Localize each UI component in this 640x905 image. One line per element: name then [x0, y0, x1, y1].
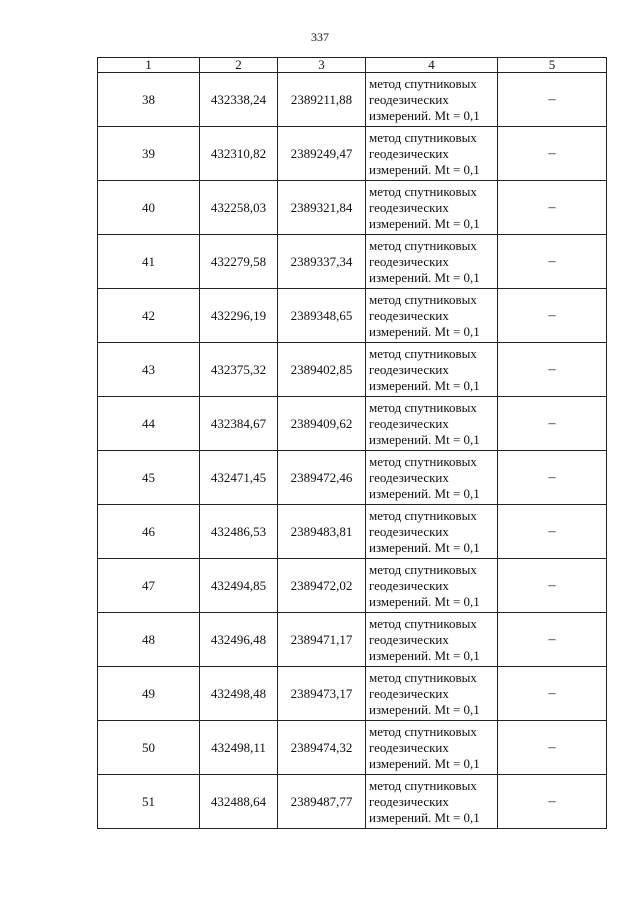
- point-number-cell: 48: [98, 613, 200, 667]
- table-row: [98, 343, 607, 397]
- method-text-line: геодезических: [369, 199, 449, 215]
- table-row: [98, 289, 607, 343]
- y-coordinate-cell: 2389483,81: [278, 505, 366, 559]
- point-number-cell: 38: [98, 73, 200, 127]
- y-coordinate-cell: 2389409,62: [278, 397, 366, 451]
- method-text-line: измерений. Mt = 0,1: [369, 539, 480, 555]
- x-coordinate-cell: 432496,48: [200, 613, 278, 667]
- y-coordinate-cell: 2389402,85: [278, 343, 366, 397]
- point-number-cell: 44: [98, 397, 200, 451]
- empty-value-dash: –: [498, 289, 607, 343]
- header-row: [98, 58, 607, 73]
- point-number-cell: 43: [98, 343, 200, 397]
- empty-value-dash: –: [498, 343, 607, 397]
- header-col-5: 5: [498, 58, 607, 73]
- method-text-line: метод спутниковых: [369, 615, 477, 631]
- method-text-line: метод спутниковых: [369, 561, 477, 577]
- x-coordinate-cell: 432384,67: [200, 397, 278, 451]
- method-cell: [366, 721, 498, 775]
- point-number-cell: 50: [98, 721, 200, 775]
- method-text-line: метод спутниковых: [369, 345, 477, 361]
- point-number-cell: 49: [98, 667, 200, 721]
- method-cell: [366, 775, 498, 829]
- empty-value-dash: –: [498, 559, 607, 613]
- x-coordinate-cell: 432338,24: [200, 73, 278, 127]
- method-cell: [366, 505, 498, 559]
- header-col-2: 2: [200, 58, 278, 73]
- y-coordinate-cell: 2389348,65: [278, 289, 366, 343]
- method-text-line: метод спутниковых: [369, 237, 477, 253]
- y-coordinate-cell: 2389337,34: [278, 235, 366, 289]
- table-row: [98, 559, 607, 613]
- x-coordinate-cell: 432486,53: [200, 505, 278, 559]
- empty-value-dash: –: [498, 235, 607, 289]
- empty-value-dash: –: [498, 505, 607, 559]
- point-number-cell: 40: [98, 181, 200, 235]
- method-text-line: измерений. Mt = 0,1: [369, 215, 480, 231]
- method-cell: [366, 397, 498, 451]
- empty-value-dash: –: [498, 73, 607, 127]
- y-coordinate-cell: 2389473,17: [278, 667, 366, 721]
- empty-value-dash: –: [498, 667, 607, 721]
- point-number-cell: 51: [98, 775, 200, 829]
- x-coordinate-cell: 432498,48: [200, 667, 278, 721]
- method-cell: [366, 289, 498, 343]
- method-text-line: геодезических: [369, 415, 449, 431]
- method-text-line: метод спутниковых: [369, 183, 477, 199]
- method-text-line: метод спутниковых: [369, 453, 477, 469]
- table-row: [98, 235, 607, 289]
- y-coordinate-cell: 2389471,17: [278, 613, 366, 667]
- y-coordinate-cell: 2389487,77: [278, 775, 366, 829]
- header-col-3: 3: [278, 58, 366, 73]
- empty-value-dash: –: [498, 127, 607, 181]
- coordinates-table: [97, 57, 607, 829]
- point-number-cell: 47: [98, 559, 200, 613]
- method-text-line: измерений. Mt = 0,1: [369, 809, 480, 825]
- x-coordinate-cell: 432258,03: [200, 181, 278, 235]
- page-number: 337: [311, 30, 329, 44]
- method-cell: [366, 73, 498, 127]
- method-text-line: измерений. Mt = 0,1: [369, 431, 480, 447]
- method-text-line: геодезических: [369, 361, 449, 377]
- method-cell: [366, 181, 498, 235]
- method-text-line: геодезических: [369, 631, 449, 647]
- method-text-line: геодезических: [369, 523, 449, 539]
- table-row: [98, 181, 607, 235]
- method-text-line: метод спутниковых: [369, 291, 477, 307]
- x-coordinate-cell: 432310,82: [200, 127, 278, 181]
- method-text-line: геодезических: [369, 739, 449, 755]
- point-number-cell: 45: [98, 451, 200, 505]
- header-col-1: 1: [98, 58, 200, 73]
- method-text-line: геодезических: [369, 307, 449, 323]
- empty-value-dash: –: [498, 397, 607, 451]
- y-coordinate-cell: 2389472,46: [278, 451, 366, 505]
- table-row: [98, 667, 607, 721]
- method-text-line: измерений. Mt = 0,1: [369, 269, 480, 285]
- empty-value-dash: –: [498, 775, 607, 829]
- x-coordinate-cell: 432375,32: [200, 343, 278, 397]
- table-row: [98, 505, 607, 559]
- method-text-line: метод спутниковых: [369, 129, 477, 145]
- method-text-line: измерений. Mt = 0,1: [369, 377, 480, 393]
- empty-value-dash: –: [498, 613, 607, 667]
- method-text-line: геодезических: [369, 685, 449, 701]
- x-coordinate-cell: 432296,19: [200, 289, 278, 343]
- method-text-line: метод спутниковых: [369, 507, 477, 523]
- method-text-line: метод спутниковых: [369, 669, 477, 685]
- x-coordinate-cell: 432494,85: [200, 559, 278, 613]
- header-col-4: 4: [366, 58, 498, 73]
- point-number-cell: 41: [98, 235, 200, 289]
- method-cell: [366, 667, 498, 721]
- method-text-line: геодезических: [369, 145, 449, 161]
- point-number-cell: 46: [98, 505, 200, 559]
- y-coordinate-cell: 2389211,88: [278, 73, 366, 127]
- x-coordinate-cell: 432488,64: [200, 775, 278, 829]
- method-cell: [366, 127, 498, 181]
- method-text-line: метод спутниковых: [369, 75, 477, 91]
- method-text-line: измерений. Mt = 0,1: [369, 107, 480, 123]
- method-text-line: геодезических: [369, 469, 449, 485]
- table-row: [98, 721, 607, 775]
- x-coordinate-cell: 432498,11: [200, 721, 278, 775]
- method-text-line: геодезических: [369, 253, 449, 269]
- y-coordinate-cell: 2389321,84: [278, 181, 366, 235]
- method-text-line: метод спутниковых: [369, 723, 477, 739]
- method-text-line: измерений. Mt = 0,1: [369, 647, 480, 663]
- method-text-line: измерений. Mt = 0,1: [369, 593, 480, 609]
- empty-value-dash: –: [498, 721, 607, 775]
- y-coordinate-cell: 2389474,32: [278, 721, 366, 775]
- method-text-line: геодезических: [369, 793, 449, 809]
- y-coordinate-cell: 2389249,47: [278, 127, 366, 181]
- method-text-line: измерений. Mt = 0,1: [369, 161, 480, 177]
- method-text-line: измерений. Mt = 0,1: [369, 701, 480, 717]
- method-cell: [366, 235, 498, 289]
- method-text-line: геодезических: [369, 577, 449, 593]
- method-text-line: геодезических: [369, 91, 449, 107]
- y-coordinate-cell: 2389472,02: [278, 559, 366, 613]
- table-row: [98, 451, 607, 505]
- method-text-line: метод спутниковых: [369, 399, 477, 415]
- method-cell: [366, 343, 498, 397]
- table-row: [98, 775, 607, 829]
- x-coordinate-cell: 432279,58: [200, 235, 278, 289]
- x-coordinate-cell: 432471,45: [200, 451, 278, 505]
- table-row: [98, 397, 607, 451]
- table-row: [98, 127, 607, 181]
- empty-value-dash: –: [498, 451, 607, 505]
- method-text-line: измерений. Mt = 0,1: [369, 755, 480, 771]
- point-number-cell: 42: [98, 289, 200, 343]
- table-row: [98, 73, 607, 127]
- method-text-line: метод спутниковых: [369, 777, 477, 793]
- method-cell: [366, 451, 498, 505]
- method-text-line: измерений. Mt = 0,1: [369, 323, 480, 339]
- method-cell: [366, 559, 498, 613]
- point-number-cell: 39: [98, 127, 200, 181]
- table-row: [98, 613, 607, 667]
- empty-value-dash: –: [498, 181, 607, 235]
- method-text-line: измерений. Mt = 0,1: [369, 485, 480, 501]
- method-cell: [366, 613, 498, 667]
